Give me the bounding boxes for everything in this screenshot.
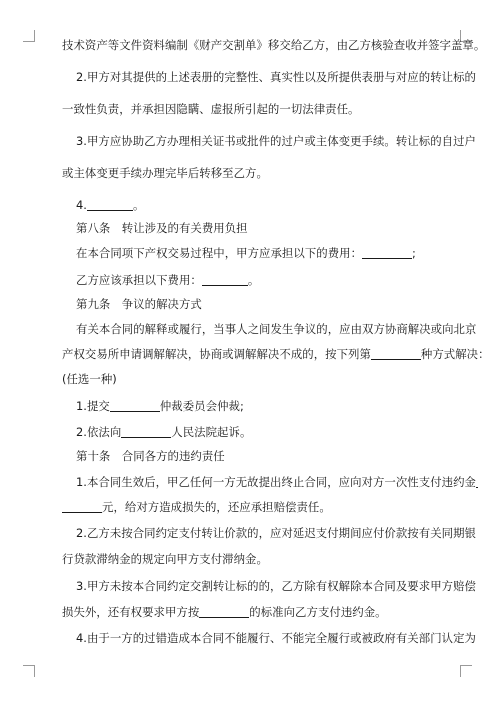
fill-in-blank[interactable] — [110, 398, 160, 412]
article-10-heading: 第十条 合同各方的违约责任 — [76, 449, 225, 463]
paragraph-line: 行贷款滞纳金的规定向甲方支付滞纳金。 — [62, 552, 268, 566]
paragraph-line — [62, 344, 490, 364]
paragraph-line — [62, 472, 476, 492]
paragraph-text: 损失外，还有权要求甲方按 — [62, 605, 200, 619]
paragraph-text: 的标准向乙方支付违约金。 — [249, 605, 387, 619]
option-text: 2.依法向 — [76, 425, 122, 439]
paragraph-line: (任选一种) — [62, 372, 117, 386]
paragraph-line — [62, 497, 460, 517]
paragraph-text: 1.本合同生效后，甲乙任何一方无故提出终止合同，应向对方一次性支付违约金 — [76, 475, 476, 489]
paragraph-line: 3.甲方未按本合同约定交割转让标的的，乙方除有权解除本合同及要求甲方赔偿 — [76, 579, 476, 593]
fill-in-blank[interactable] — [121, 424, 171, 438]
fill-in-blank[interactable] — [199, 604, 249, 618]
option-text: 仲裁委员会仲裁; — [159, 399, 244, 413]
paragraph-line: 3.甲方应协助乙方办理相关证书或批件的过户或主体变更手续。转让标的自过户 — [76, 134, 476, 148]
paragraph-line: 有关本合同的解释或履行，当事人之间发生争议的，应由双方协商解决或向北京 — [76, 322, 477, 336]
paragraph-line — [62, 602, 460, 622]
paragraph-line: 一致性负责，并承担因隐瞒、虚报所引起的一切法律责任。 — [62, 102, 360, 116]
paragraph-line: 2.甲方对其提供的上述表册的完整性、真实性以及所提供表册与对应的转让标的 — [76, 70, 476, 84]
fee-text: 乙方应该承担以下费用： — [76, 273, 202, 287]
article-9-heading: 第九条 争议的解决方式 — [76, 297, 202, 311]
fee-line-party-a — [62, 243, 460, 263]
paragraph-text: 种方式解决： — [420, 347, 490, 361]
paragraph-text: 产权交易所申请调解解决，协商或调解解决不成的，按下列第 — [62, 347, 371, 361]
paragraph-line: 2.乙方未按合同约定支付转让价款的，应对延迟支付期间应付价款按有关同期银 — [76, 526, 476, 540]
crop-mark-bottom-left — [23, 665, 35, 677]
crop-mark-bottom-right — [460, 665, 472, 677]
option-1 — [62, 396, 460, 416]
fill-in-blank[interactable] — [476, 476, 478, 488]
fee-end: ; — [412, 246, 416, 260]
article-8-heading: 第八条 转让涉及的有关费用负担 — [76, 221, 248, 235]
fill-in-blank[interactable] — [62, 499, 102, 513]
fill-in-blank[interactable] — [202, 272, 248, 286]
fill-in-blank[interactable] — [87, 197, 133, 211]
fee-end: 。 — [247, 273, 260, 287]
option-text: 1.提交 — [76, 399, 110, 413]
crop-mark-top-left — [23, 30, 35, 42]
option-text: 人民法院起诉。 — [171, 425, 252, 439]
paragraph-line: 或主体变更手续办理完毕后转移至乙方。 — [62, 166, 268, 180]
paragraph-line: 技术资产等文件资料编制《财产交割单》移交给乙方，由乙方核验查收并签字盖章。 — [62, 38, 486, 52]
clause-end: 。 — [132, 198, 145, 212]
fee-text: 在本合同项下产权交易过程中，甲方应承担以下的费用： — [76, 246, 363, 260]
fee-line-party-b — [62, 270, 460, 290]
fill-in-blank[interactable] — [371, 346, 421, 360]
clause-number: 4. — [76, 198, 87, 212]
fill-in-blank[interactable] — [362, 245, 412, 259]
paragraph-text: 元，给对方造成损失的，还应承担赔偿责任。 — [102, 500, 331, 514]
paragraph-line: 4.由于一方的过错造成本合同不能履行、不能完全履行或被政府有关部门认定为 — [76, 631, 476, 645]
option-2 — [62, 422, 460, 442]
clause-item-4 — [62, 195, 460, 215]
